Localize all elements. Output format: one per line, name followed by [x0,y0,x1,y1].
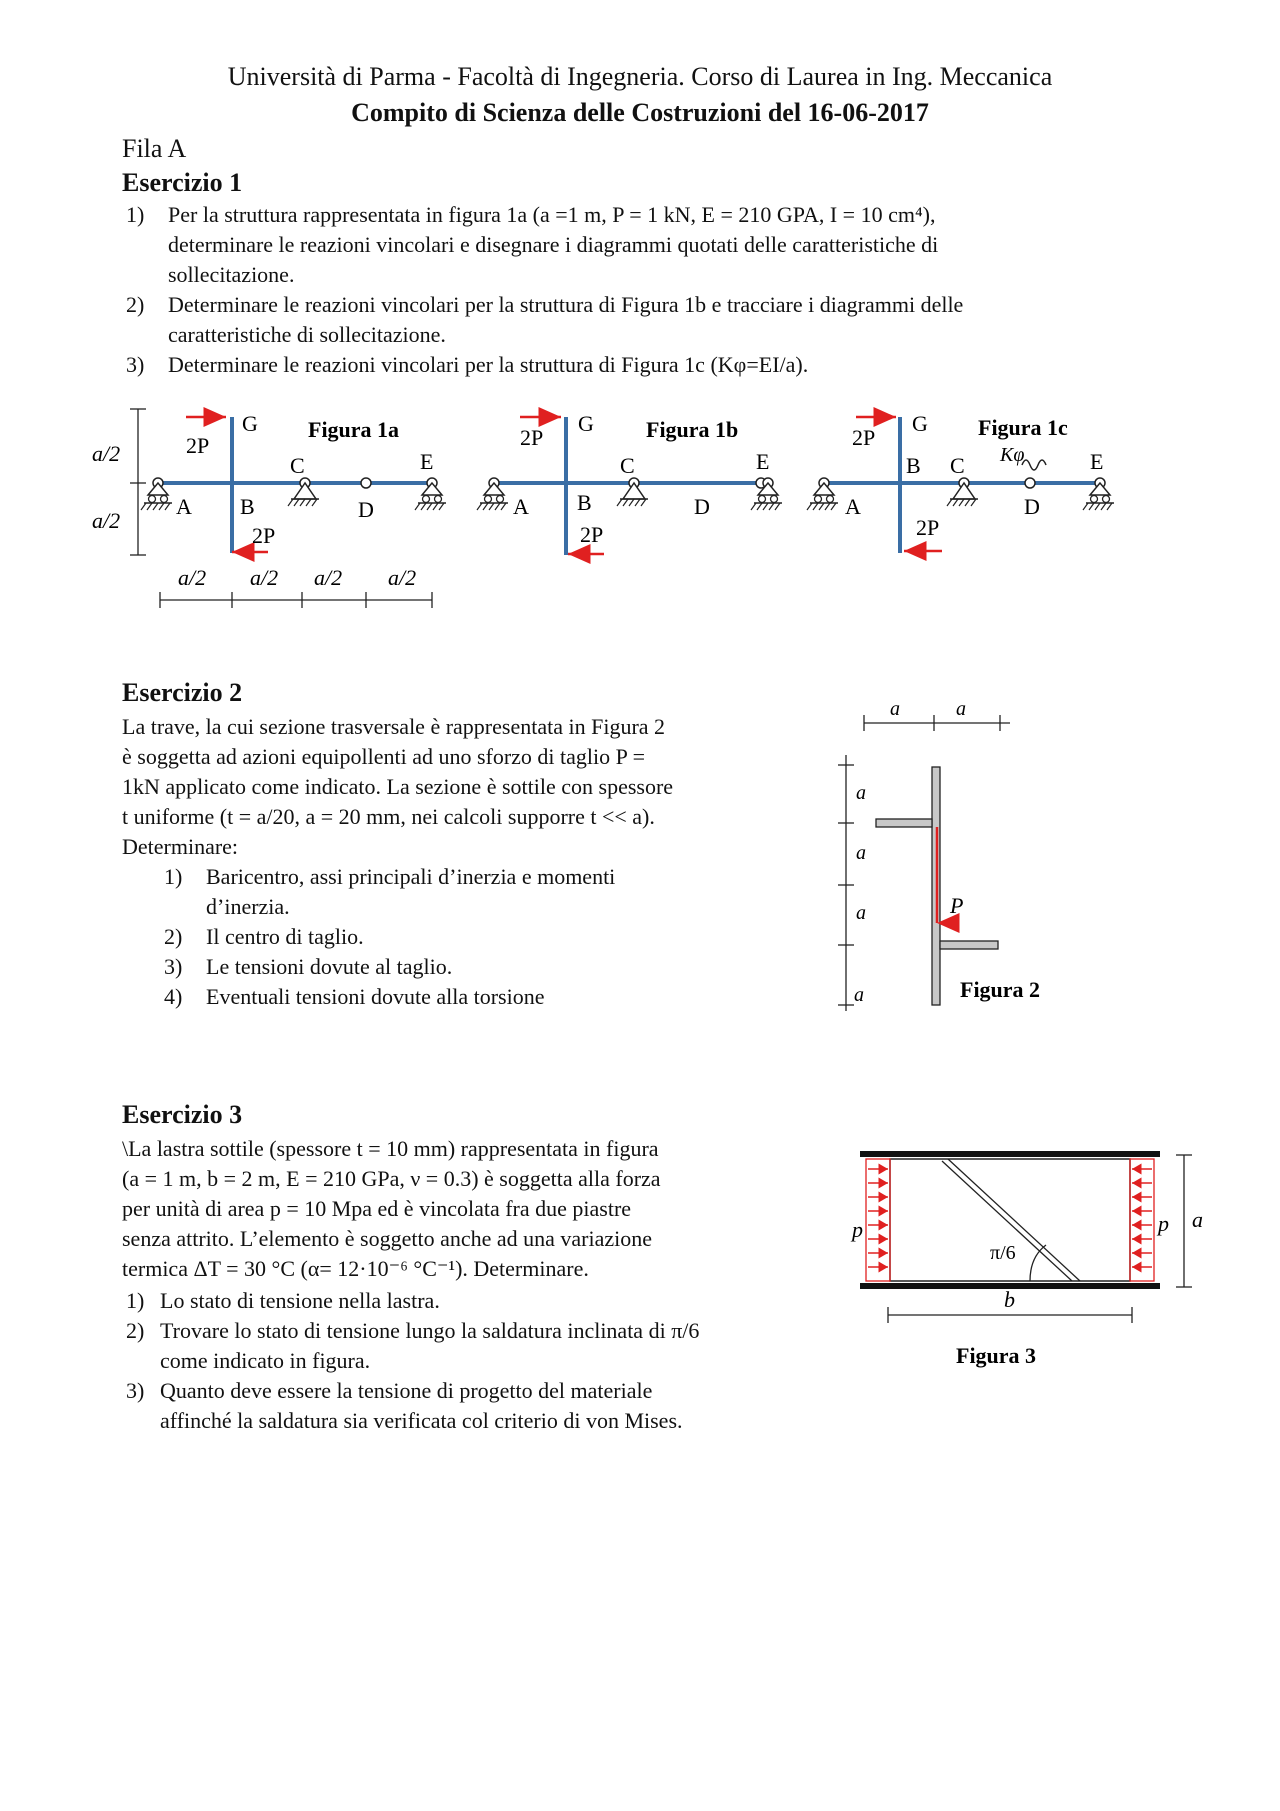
svg-text:a/2: a/2 [388,565,417,590]
ex1-item-1: 1) Per la struttura rappresentata in figura 1a (a =1 m, P = 1 kN, E = 210 GPA, I = 10 cm⁴), determinare le reazioni vincolari e disegnare i diagrammi quotati delle caratteristiche di sollecitazione. [126,202,939,287]
ex3-list [122,1286,822,1436]
svg-text:C: C [950,453,965,478]
exam-title: Compito di Scienza delle Costruzioni del 16-06-2017 [351,98,929,127]
figure-2-title: Figura 2 [960,977,1041,1002]
dim-v1: a/2 [92,441,121,466]
figure-1a-title: Figura 1a [308,417,400,442]
svg-text:E: E [1090,449,1104,474]
ex2-item-3: 3) Le tensioni dovute al taglio. [164,954,453,979]
svg-text:P: P [950,893,964,918]
svg-text:G: G [578,411,594,436]
ex2-title: Esercizio 2 [122,678,243,707]
figure-1a [92,409,446,608]
svg-text:A: A [513,494,529,519]
svg-text:B: B [577,490,592,515]
rotational-spring-icon [1022,460,1046,470]
ex3-item-3: 3) Quanto deve essere la tensione di progetto del materiale affinché la saldatura sia verificata col criterio di von Mises. [126,1378,683,1433]
svg-text:E: E [756,449,770,474]
fila-label: Fila A [122,134,187,163]
svg-text:Kφ: Kφ [1000,444,1025,466]
svg-text:G: G [242,411,258,436]
svg-text:a: a [956,698,966,720]
svg-text:E: E [420,449,434,474]
svg-text:D: D [694,494,710,519]
right-pressure-load [1130,1159,1154,1281]
ex2-item-4: 4) Eventuali tensioni dovute alla torsione [164,984,545,1009]
svg-text:2P: 2P [580,522,604,547]
left-pressure-load [866,1159,890,1281]
svg-text:π/6: π/6 [990,1242,1016,1264]
svg-text:a/2: a/2 [178,565,207,590]
svg-text:D: D [1024,494,1040,519]
svg-text:b: b [1004,1287,1015,1312]
ex3-title: Esercizio 3 [122,1100,243,1129]
ex3-text: \La lastra sottile (spessore t = 10 mm) rappresentata in figura (a = 1 m, b = 2 m, E = 210 GPa, ν = 0.3) è soggetta alla forza per unità di area p = 10 Mpa ed è vincolata fra due piastre senza attrito. L’elemento è soggetto anche ad una variazione termica ΔT = 30 °C (α= 12·10⁻⁶ °C⁻¹). Determinare. [122,1136,661,1281]
section-flange-right [940,941,998,949]
svg-text:2P: 2P [252,523,276,548]
dim-v2: a/2 [92,508,121,533]
svg-text:p: p [1158,1211,1169,1236]
svg-text:a: a [854,984,864,1006]
svg-text:a/2: a/2 [314,565,343,590]
svg-text:D: D [358,497,374,522]
svg-text:G: G [912,411,928,436]
svg-text:B: B [906,453,921,478]
ex2-item-1: 1) Baricentro, assi principali d’inerzia e momenti d’inerzia. [164,864,616,919]
svg-text:a: a [856,842,866,864]
svg-text:p: p [852,1217,863,1242]
figure-2 [820,695,1120,1025]
svg-text:A: A [176,494,192,519]
svg-text:a: a [856,902,866,924]
svg-text:2P: 2P [186,433,210,458]
ex3-item-2: 2) Trovare lo stato di tensione lungo la saldatura inclinata di π/6 come indicato in figura. [126,1318,700,1373]
svg-text:a/2: a/2 [250,565,279,590]
figure-1c [807,411,1114,553]
svg-text:B: B [240,494,255,519]
ex1-item-2: 2) Determinare le reazioni vincolari per la struttura di Figura 1b e tracciare i diagrammi delle caratteristiche di sollecitazione. [126,292,964,347]
figure-3-title: Figura 3 [956,1343,1037,1368]
svg-text:A: A [845,494,861,519]
ex1-list [122,200,1182,380]
top-plate [860,1151,1160,1157]
svg-text:a: a [1192,1207,1203,1232]
figure-1 [0,395,1280,625]
svg-text:C: C [620,453,635,478]
ex2-list [160,862,780,1012]
svg-text:a: a [856,782,866,804]
ex2-text: La trave, la cui sezione trasversale è rappresentata in Figura 2 è soggetta ad azioni equipollenti ad uno sforzo di taglio P = 1kN applicato come indicato. La sezione è sottile con spessore t uniforme (t = a/20, a = 20 mm, nei calcoli supporre t << a). Determinare: [122,714,674,859]
ex1-item-3: 3) Determinare le reazioni vincolari per la struttura di Figura 1c (Kφ=EI/a). [126,352,809,377]
figure-1c-title: Figura 1c [978,415,1068,440]
figure-1b-title: Figura 1b [646,417,739,442]
ex2-item-2: 2) Il centro di taglio. [164,924,364,949]
header-university: Università di Parma - Facoltà di Ingegneria. Corso di Laurea in Ing. Meccanica [227,62,1053,91]
hinge-d [361,478,371,488]
figure-3 [830,1125,1210,1385]
svg-text:2P: 2P [852,425,876,450]
ex3-item-1: 1) Lo stato di tensione nella lastra. [126,1288,440,1313]
svg-text:2P: 2P [520,425,544,450]
svg-text:C: C [290,453,305,478]
svg-text:2P: 2P [916,515,940,540]
figure-1b [477,411,782,555]
svg-text:a: a [890,698,900,720]
section-flange-left [876,819,932,827]
ex1-title: Esercizio 1 [122,168,243,197]
